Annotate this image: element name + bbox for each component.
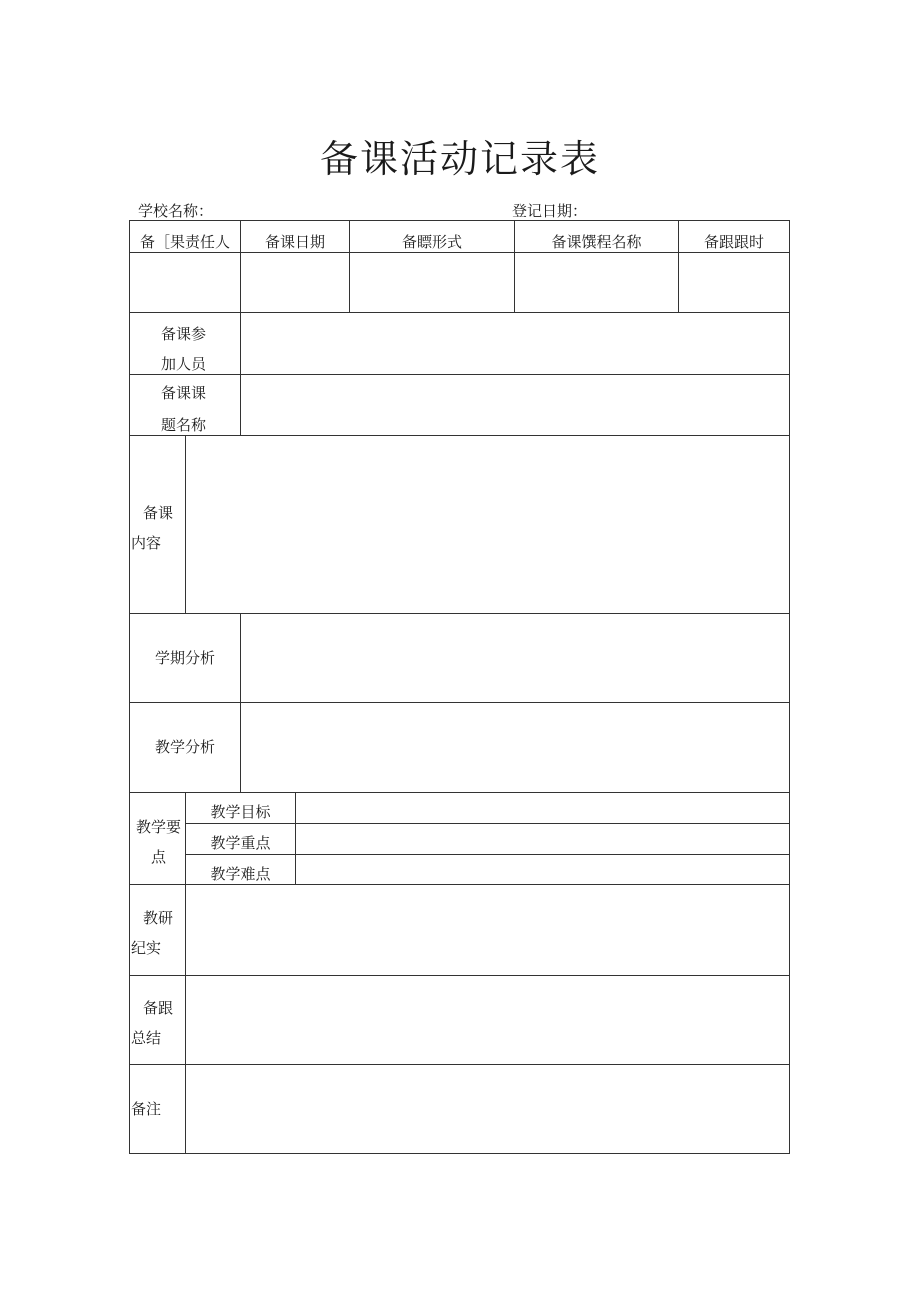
content-label-1: 备课 (143, 504, 174, 522)
remarks-label: 备注 (131, 1100, 162, 1118)
research-label-2: 纪实 (131, 939, 162, 957)
participants-label-1: 备课参 (161, 325, 207, 343)
form-value-cell[interactable] (350, 253, 514, 312)
register-date-label: 登记日期： (512, 202, 588, 220)
key-points-label-1: 教学要 (136, 818, 182, 836)
header-course-name: 备课馔程名称 (551, 233, 642, 251)
page-title: 备课活动记录表 (319, 137, 600, 181)
summary-label-1: 备跟 (143, 999, 174, 1017)
topic-value-cell[interactable] (241, 375, 789, 435)
goal-value-cell[interactable] (296, 793, 789, 823)
school-name-label: 学校名称： (138, 202, 214, 220)
focus-label: 教学重点 (210, 834, 271, 852)
semester-analysis-label: 学期分析 (154, 649, 215, 667)
remarks-value-cell[interactable] (186, 1065, 789, 1153)
responsible-value-cell[interactable] (130, 253, 240, 312)
research-label-1: 教研 (143, 909, 174, 927)
record-table (129, 220, 790, 1154)
header-responsible: 备［果责任人 (139, 233, 230, 251)
participants-label-2: 加人员 (161, 355, 207, 373)
content-label-2: 内容 (131, 534, 162, 552)
header-hours: 备跟跟时 (703, 233, 764, 251)
course-name-value-cell[interactable] (515, 253, 678, 312)
header-date: 备课日期 (264, 233, 325, 251)
difficulty-label: 教学难点 (210, 865, 271, 883)
research-value-cell[interactable] (186, 885, 789, 975)
teaching-analysis-label: 教学分析 (154, 738, 215, 756)
topic-label-2: 题名称 (161, 416, 207, 434)
summary-value-cell[interactable] (186, 976, 789, 1064)
focus-value-cell[interactable] (296, 824, 789, 854)
semester-analysis-value-cell[interactable] (241, 614, 789, 702)
header-form: 备瞟形式 (401, 233, 462, 251)
teaching-analysis-value-cell[interactable] (241, 703, 789, 792)
summary-label-2: 总结 (131, 1029, 162, 1047)
date-value-cell[interactable] (241, 253, 349, 312)
topic-label-1: 备课课 (161, 384, 207, 402)
participants-value-cell[interactable] (241, 313, 789, 374)
hours-value-cell[interactable] (679, 253, 789, 312)
goal-label: 教学目标 (210, 803, 271, 821)
key-points-label-2: 点 (151, 848, 167, 866)
difficulty-value-cell[interactable] (296, 855, 789, 884)
content-value-cell[interactable] (186, 436, 789, 613)
